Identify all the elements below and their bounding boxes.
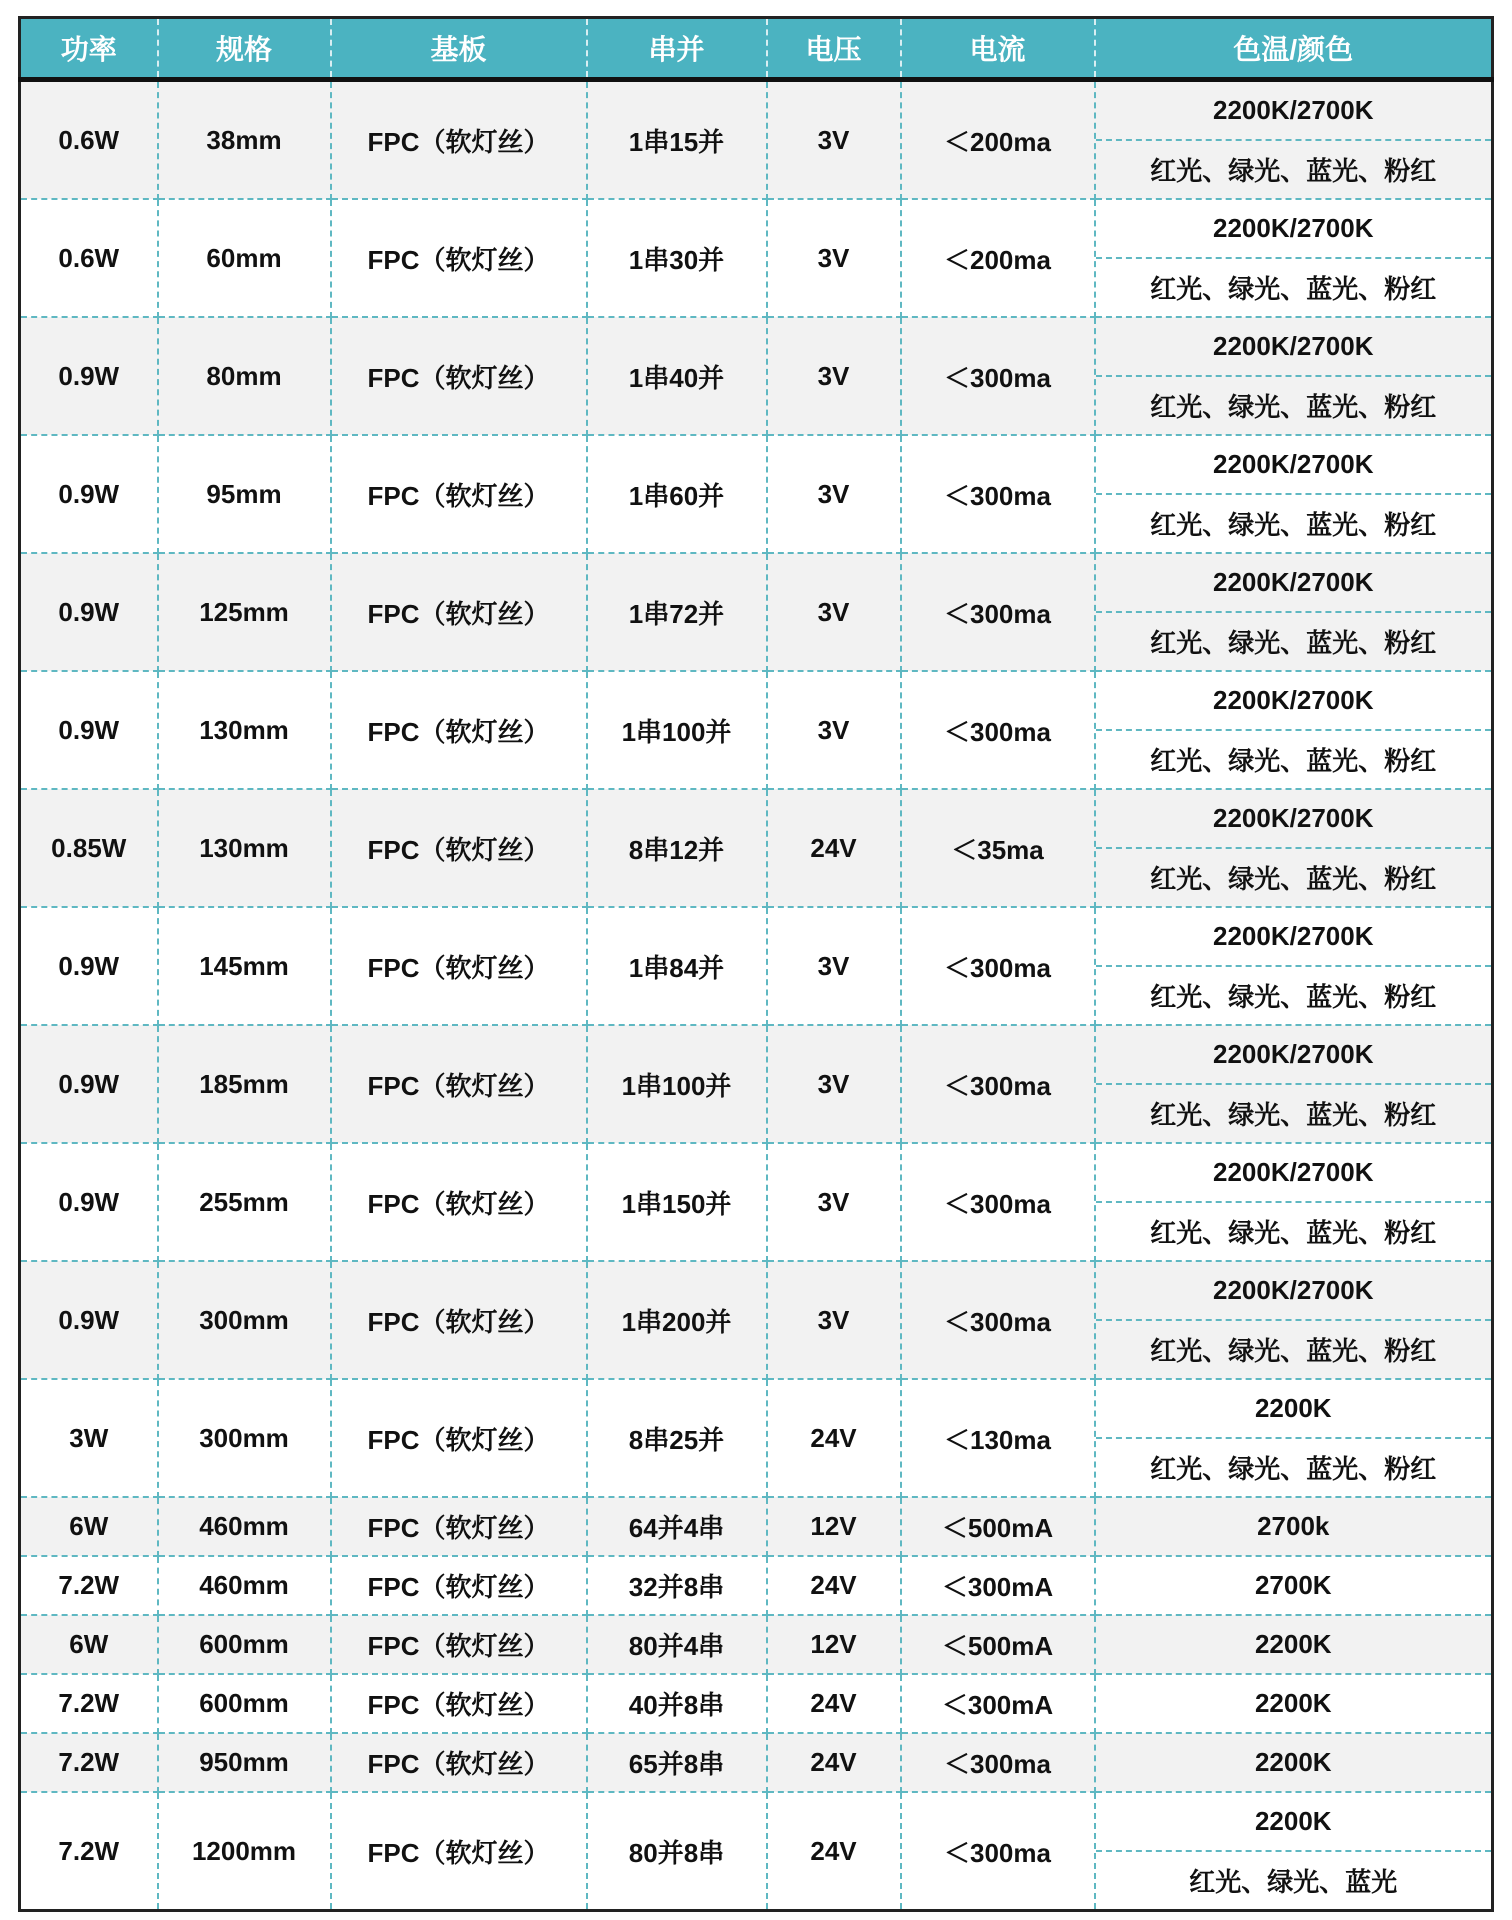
power-cell: 0.9W (20, 553, 158, 671)
substrate-cell: FPC（软灯丝） (331, 1615, 587, 1674)
table-row (20, 80, 1493, 200)
voltage-cell: 3V (767, 199, 901, 317)
table-row (20, 317, 1493, 435)
table-row (20, 1733, 1493, 1792)
color-temp-cell (1095, 1143, 1493, 1261)
voltage-cell: 3V (767, 1143, 901, 1261)
color-temp-cell (1095, 1615, 1493, 1674)
table-row (20, 671, 1493, 789)
size-cell: 300mm (158, 1379, 331, 1497)
config-cell: 1串84并 (587, 907, 767, 1025)
substrate-cell: FPC（软灯丝） (331, 1674, 587, 1733)
power-cell: 3W (20, 1379, 158, 1497)
voltage-cell: 12V (767, 1497, 901, 1556)
size-cell: 95mm (158, 435, 331, 553)
color-temp-cell (1095, 1261, 1493, 1379)
size-cell: 460mm (158, 1497, 331, 1556)
substrate-cell: FPC（软灯丝） (331, 1261, 587, 1379)
config-cell: 1串30并 (587, 199, 767, 317)
size-cell: 80mm (158, 317, 331, 435)
voltage-cell: 3V (767, 671, 901, 789)
current-cell: ＜130ma (901, 1379, 1095, 1497)
voltage-cell: 3V (767, 435, 901, 553)
table-row (20, 435, 1493, 553)
config-cell: 8串25并 (587, 1379, 767, 1497)
table-row (20, 1792, 1493, 1911)
config-cell: 1串60并 (587, 435, 767, 553)
size-cell: 460mm (158, 1556, 331, 1615)
color-temp-cell (1095, 553, 1493, 671)
voltage-cell: 24V (767, 1379, 901, 1497)
size-cell: 600mm (158, 1615, 331, 1674)
power-cell: 0.9W (20, 1261, 158, 1379)
color-temp-cell (1095, 789, 1493, 907)
power-cell: 0.9W (20, 671, 158, 789)
table-row (20, 1615, 1493, 1674)
table-row (20, 1025, 1493, 1143)
color-options: 红光、绿光、蓝光、粉红 (1096, 139, 1492, 198)
current-cell: ＜500mA (901, 1615, 1095, 1674)
header-current: 电流 (901, 18, 1095, 80)
size-cell: 185mm (158, 1025, 331, 1143)
color-temperature: 2200K/2700K (1213, 331, 1374, 361)
header-config: 串并 (587, 18, 767, 80)
config-cell: 1串150并 (587, 1143, 767, 1261)
header-color-temp: 色温/颜色 (1095, 18, 1493, 80)
size-cell: 130mm (158, 789, 331, 907)
color-temperature: 2200K/2700K (1213, 567, 1374, 597)
config-cell: 1串15并 (587, 80, 767, 200)
power-cell: 7.2W (20, 1674, 158, 1733)
power-cell: 0.9W (20, 1025, 158, 1143)
current-cell: ＜300mA (901, 1674, 1095, 1733)
table-row (20, 789, 1493, 907)
substrate-cell: FPC（软灯丝） (331, 1379, 587, 1497)
power-cell: 6W (20, 1615, 158, 1674)
substrate-cell: FPC（软灯丝） (331, 1497, 587, 1556)
current-cell: ＜500mA (901, 1497, 1095, 1556)
current-cell: ＜300ma (901, 317, 1095, 435)
header-row (20, 18, 1493, 80)
config-cell: 1串100并 (587, 1025, 767, 1143)
table-row (20, 1379, 1493, 1497)
power-cell: 0.85W (20, 789, 158, 907)
size-cell: 600mm (158, 1674, 331, 1733)
color-temperature: 2200K/2700K (1213, 1039, 1374, 1069)
substrate-cell: FPC（软灯丝） (331, 80, 587, 200)
substrate-cell: FPC（软灯丝） (331, 1025, 587, 1143)
color-options: 红光、绿光、蓝光、粉红 (1096, 729, 1492, 788)
current-cell: ＜200ma (901, 80, 1095, 200)
color-temperature: 2200K/2700K (1213, 95, 1374, 125)
config-cell: 64并4串 (587, 1497, 767, 1556)
color-options: 红光、绿光、蓝光、粉红 (1096, 847, 1492, 906)
color-temp-cell (1095, 1379, 1493, 1497)
color-temp-cell (1095, 199, 1493, 317)
current-cell: ＜300ma (901, 1261, 1095, 1379)
color-temp-cell (1095, 671, 1493, 789)
power-cell: 0.6W (20, 80, 158, 200)
current-cell: ＜300mA (901, 1556, 1095, 1615)
voltage-cell: 24V (767, 789, 901, 907)
color-options: 红光、绿光、蓝光、粉红 (1096, 1201, 1492, 1260)
config-cell: 1串40并 (587, 317, 767, 435)
current-cell: ＜300ma (901, 435, 1095, 553)
color-options: 红光、绿光、蓝光、粉红 (1096, 1437, 1492, 1496)
voltage-cell: 24V (767, 1792, 901, 1911)
color-temp-cell (1095, 1556, 1493, 1615)
config-cell: 32并8串 (587, 1556, 767, 1615)
substrate-cell: FPC（软灯丝） (331, 1733, 587, 1792)
color-options: 红光、绿光、蓝光、粉红 (1096, 611, 1492, 670)
current-cell: ＜300ma (901, 1143, 1095, 1261)
size-cell: 60mm (158, 199, 331, 317)
color-temp-cell (1095, 80, 1493, 200)
header-substrate: 基板 (331, 18, 587, 80)
table-body (20, 80, 1493, 1911)
power-cell: 0.9W (20, 1143, 158, 1261)
current-cell: ＜300ma (901, 1025, 1095, 1143)
current-cell: ＜300ma (901, 1792, 1095, 1911)
size-cell: 38mm (158, 80, 331, 200)
config-cell: 80并4串 (587, 1615, 767, 1674)
current-cell: ＜300ma (901, 671, 1095, 789)
color-temperature: 2200K/2700K (1213, 213, 1374, 243)
voltage-cell: 3V (767, 907, 901, 1025)
substrate-cell: FPC（软灯丝） (331, 435, 587, 553)
color-temperature: 2200K (1254, 1688, 1332, 1718)
power-cell: 7.2W (20, 1556, 158, 1615)
power-cell: 0.6W (20, 199, 158, 317)
power-cell: 0.9W (20, 317, 158, 435)
voltage-cell: 3V (767, 1025, 901, 1143)
power-cell: 0.9W (20, 907, 158, 1025)
config-cell: 1串72并 (587, 553, 767, 671)
size-cell: 130mm (158, 671, 331, 789)
color-options: 红光、绿光、蓝光 (1096, 1850, 1492, 1909)
config-cell: 1串200并 (587, 1261, 767, 1379)
current-cell: ＜300ma (901, 553, 1095, 671)
voltage-cell: 24V (767, 1733, 901, 1792)
color-temp-cell (1095, 1025, 1493, 1143)
voltage-cell: 3V (767, 317, 901, 435)
current-cell: ＜300ma (901, 907, 1095, 1025)
voltage-cell: 3V (767, 1261, 901, 1379)
color-temperature: 2700K (1254, 1570, 1332, 1600)
config-cell: 8串12并 (587, 789, 767, 907)
header-voltage: 电压 (767, 18, 901, 80)
power-cell: 6W (20, 1497, 158, 1556)
table-row (20, 1143, 1493, 1261)
config-cell: 65并8串 (587, 1733, 767, 1792)
substrate-cell: FPC（软灯丝） (331, 907, 587, 1025)
table-row (20, 1497, 1493, 1556)
voltage-cell: 24V (767, 1674, 901, 1733)
color-temperature: 2200K/2700K (1213, 449, 1374, 479)
color-temp-cell (1095, 1497, 1493, 1556)
table-row (20, 907, 1493, 1025)
size-cell: 125mm (158, 553, 331, 671)
color-options: 红光、绿光、蓝光、粉红 (1096, 493, 1492, 552)
size-cell: 300mm (158, 1261, 331, 1379)
table-row (20, 1556, 1493, 1615)
substrate-cell: FPC（软灯丝） (331, 553, 587, 671)
table-row (20, 199, 1493, 317)
color-temperature: 2200K (1254, 1629, 1332, 1659)
color-temperature: 2700k (1257, 1511, 1330, 1541)
substrate-cell: FPC（软灯丝） (331, 317, 587, 435)
size-cell: 145mm (158, 907, 331, 1025)
header-power: 功率 (20, 18, 158, 80)
power-cell: 7.2W (20, 1792, 158, 1911)
color-temp-cell (1095, 1674, 1493, 1733)
size-cell: 255mm (158, 1143, 331, 1261)
substrate-cell: FPC（软灯丝） (331, 789, 587, 907)
table-row (20, 1261, 1493, 1379)
table-row (20, 1674, 1493, 1733)
header-size: 规格 (158, 18, 331, 80)
color-temp-cell (1095, 435, 1493, 553)
color-temperature: 2200K/2700K (1213, 1157, 1374, 1187)
color-temperature: 2200K (1254, 1747, 1332, 1777)
color-options: 红光、绿光、蓝光、粉红 (1096, 1083, 1492, 1142)
substrate-cell: FPC（软灯丝） (331, 671, 587, 789)
config-cell: 80并8串 (587, 1792, 767, 1911)
color-temperature: 2200K/2700K (1213, 1275, 1374, 1305)
current-cell: ＜35ma (901, 789, 1095, 907)
table-row (20, 553, 1493, 671)
config-cell: 40并8串 (587, 1674, 767, 1733)
power-cell: 0.9W (20, 435, 158, 553)
color-temperature: 2200K/2700K (1213, 685, 1374, 715)
substrate-cell: FPC（软灯丝） (331, 1143, 587, 1261)
substrate-cell: FPC（软灯丝） (331, 1792, 587, 1911)
voltage-cell: 3V (767, 80, 901, 200)
voltage-cell: 24V (767, 1556, 901, 1615)
substrate-cell: FPC（软灯丝） (331, 1556, 587, 1615)
color-temperature: 2200K (1254, 1393, 1332, 1423)
color-temperature: 2200K (1254, 1806, 1332, 1836)
current-cell: ＜300ma (901, 1733, 1095, 1792)
color-temp-cell (1095, 1792, 1493, 1911)
color-options: 红光、绿光、蓝光、粉红 (1096, 965, 1492, 1024)
color-temperature: 2200K/2700K (1213, 803, 1374, 833)
color-options: 红光、绿光、蓝光、粉红 (1096, 257, 1492, 316)
led-filament-spec-table (18, 16, 1494, 1912)
current-cell: ＜200ma (901, 199, 1095, 317)
color-temp-cell (1095, 907, 1493, 1025)
voltage-cell: 12V (767, 1615, 901, 1674)
color-temperature: 2200K/2700K (1213, 921, 1374, 951)
color-temp-cell (1095, 317, 1493, 435)
size-cell: 1200mm (158, 1792, 331, 1911)
power-cell: 7.2W (20, 1733, 158, 1792)
substrate-cell: FPC（软灯丝） (331, 199, 587, 317)
color-options: 红光、绿光、蓝光、粉红 (1096, 1319, 1492, 1378)
config-cell: 1串100并 (587, 671, 767, 789)
color-temp-cell (1095, 1733, 1493, 1792)
voltage-cell: 3V (767, 553, 901, 671)
color-options: 红光、绿光、蓝光、粉红 (1096, 375, 1492, 434)
size-cell: 950mm (158, 1733, 331, 1792)
